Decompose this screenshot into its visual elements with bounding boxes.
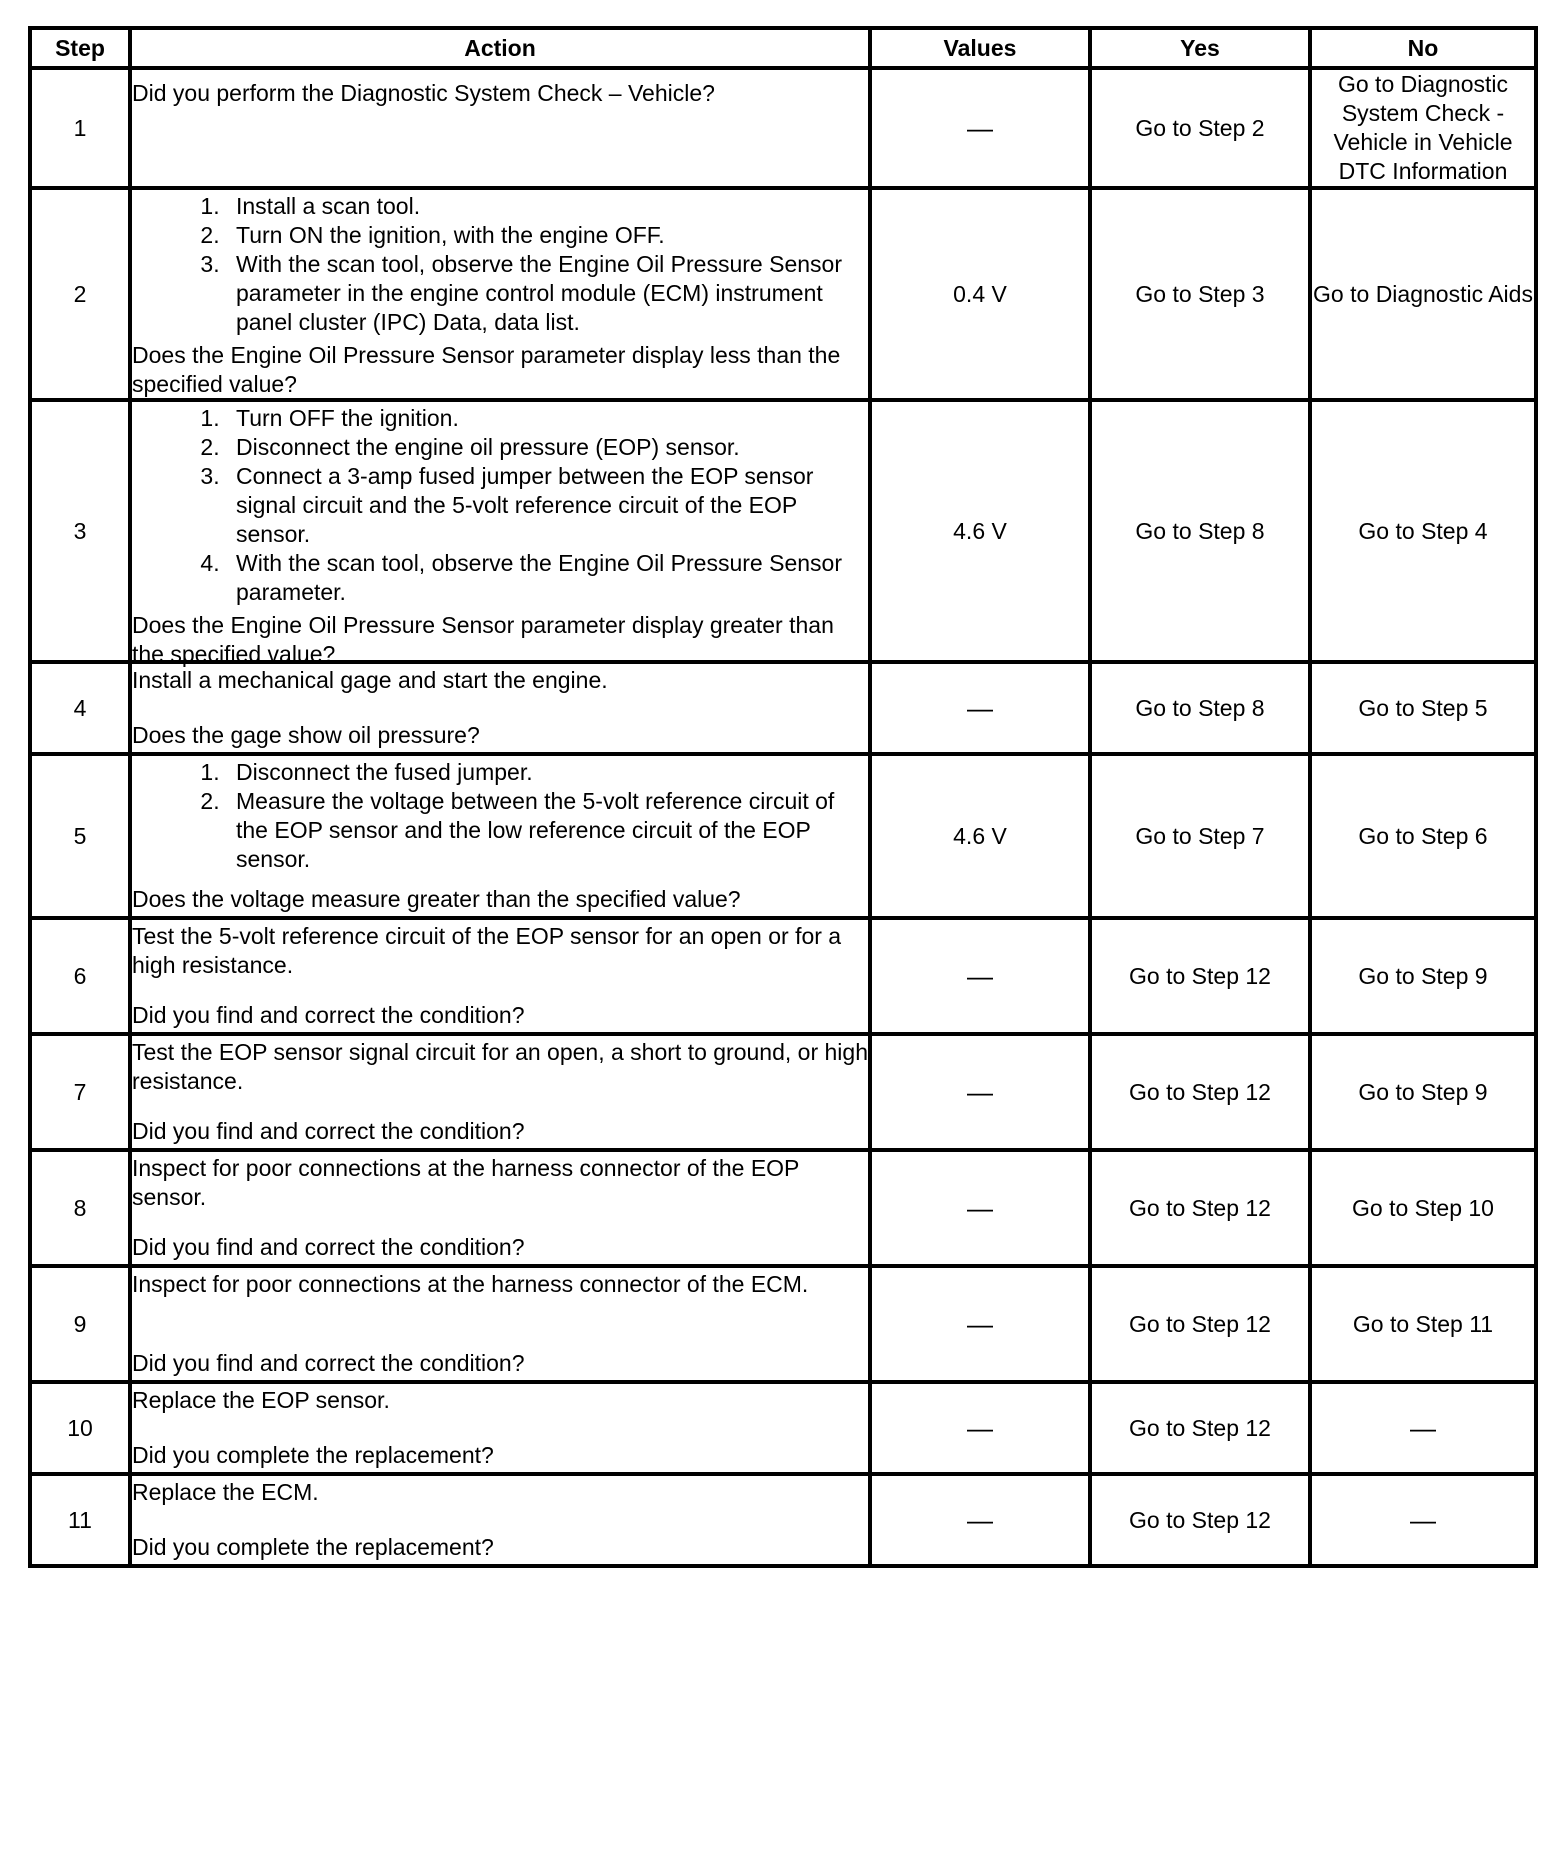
procedure-item: 3. With the scan tool, observe the Engine Oil Pressure Sensor parameter in the engine control module (ECM) instrument panel cluster (IPC) Data, data list.: [226, 250, 868, 337]
no-cell: Go to Diagnostic System Check - Vehicle in Vehicle DTC Information: [1310, 68, 1536, 188]
action-question: Did you find and correct the condition?: [132, 1002, 525, 1028]
procedure-list: [132, 758, 868, 874]
action-question: Does the gage show oil pressure?: [132, 722, 480, 748]
action-instructions: [132, 192, 868, 337]
yes-cell: Go to Step 8: [1090, 400, 1310, 662]
procedure-item: 4. With the scan tool, observe the Engine Oil Pressure Sensor parameter.: [226, 549, 868, 607]
table-row: [30, 1474, 1536, 1566]
action-intro: Replace the EOP sensor.: [132, 1387, 390, 1413]
step-number: 10: [30, 1382, 130, 1474]
yes-cell: Go to Step 2: [1090, 68, 1310, 188]
no-cell: —: [1310, 1474, 1536, 1566]
step-number: 9: [30, 1266, 130, 1382]
action-question: Did you find and correct the condition?: [132, 1234, 525, 1260]
table-row: [30, 1382, 1536, 1474]
step-number: 7: [30, 1034, 130, 1150]
table-row: [30, 68, 1536, 188]
action-cell: [130, 1266, 870, 1382]
action-cell: [130, 1474, 870, 1566]
header-no: No: [1310, 28, 1536, 68]
procedure-item: 1. Disconnect the fused jumper.: [226, 758, 868, 787]
header-action: Action: [130, 28, 870, 68]
value-cell: —: [870, 1266, 1090, 1382]
action-instructions: [132, 1478, 868, 1507]
procedure-item: 1. Turn OFF the ignition.: [226, 404, 868, 433]
diagnostic-table: [28, 26, 1538, 1568]
action-instructions: [132, 666, 868, 695]
value-cell: —: [870, 1474, 1090, 1566]
action-content: [132, 404, 868, 667]
action-cell: [130, 68, 870, 188]
no-cell: Go to Diagnostic Aids: [1310, 188, 1536, 400]
header-values: Values: [870, 28, 1090, 68]
table-row: [30, 1266, 1536, 1382]
yes-cell: Go to Step 12: [1090, 1382, 1310, 1474]
action-instructions: [132, 758, 868, 874]
action-question: Does the Engine Oil Pressure Sensor parameter display greater than the specified value?: [132, 612, 834, 667]
value-cell: —: [870, 918, 1090, 1034]
table-row: [30, 1150, 1536, 1266]
action-question: Did you find and correct the condition?: [132, 1350, 525, 1376]
no-cell: Go to Step 9: [1310, 1034, 1536, 1150]
action-instructions: [132, 922, 868, 980]
action-content: [132, 758, 868, 914]
action-question: Did you complete the replacement?: [132, 1442, 494, 1468]
yes-cell: Go to Step 12: [1090, 918, 1310, 1034]
action-cell: [130, 1382, 870, 1474]
action-instructions: [132, 1270, 868, 1299]
no-cell: Go to Step 9: [1310, 918, 1536, 1034]
action-intro: Inspect for poor connections at the harness connector of the ECM.: [132, 1271, 809, 1297]
value-cell: 0.4 V: [870, 188, 1090, 400]
table-row: [30, 662, 1536, 754]
action-content: [132, 1478, 868, 1562]
procedure-item: 2. Turn ON the ignition, with the engine OFF.: [226, 221, 868, 250]
value-cell: 4.6 V: [870, 754, 1090, 918]
action-cell: [130, 754, 870, 918]
procedure-item: 3. Connect a 3-amp fused jumper between the EOP sensor signal circuit and the 5-volt reference circuit of the EOP sensor.: [226, 462, 868, 549]
yes-cell: Go to Step 12: [1090, 1266, 1310, 1382]
table-row: [30, 400, 1536, 662]
action-instructions: [132, 1038, 868, 1096]
action-cell: [130, 1150, 870, 1266]
step-number: 2: [30, 188, 130, 400]
procedure-list: [132, 404, 868, 607]
yes-cell: Go to Step 7: [1090, 754, 1310, 918]
procedure-item: 1. Install a scan tool.: [226, 192, 868, 221]
action-cell: [130, 188, 870, 400]
procedure-item: 2. Measure the voltage between the 5-volt reference circuit of the EOP sensor and the low reference circuit of the EOP sensor.: [226, 787, 868, 874]
yes-cell: Go to Step 12: [1090, 1150, 1310, 1266]
yes-cell: Go to Step 8: [1090, 662, 1310, 754]
action-content: [132, 666, 868, 750]
step-number: 1: [30, 68, 130, 188]
action-question: Did you complete the replacement?: [132, 1534, 494, 1560]
action-content: [132, 1386, 868, 1470]
no-cell: Go to Step 5: [1310, 662, 1536, 754]
value-cell: —: [870, 1034, 1090, 1150]
no-cell: Go to Step 6: [1310, 754, 1536, 918]
action-instructions: [132, 404, 868, 607]
action-intro: Did you perform the Diagnostic System Check – Vehicle?: [132, 80, 715, 106]
action-instructions: [132, 1154, 868, 1212]
step-number: 6: [30, 918, 130, 1034]
table-row: [30, 754, 1536, 918]
table-row: [30, 1034, 1536, 1150]
action-intro: Inspect for poor connections at the harness connector of the EOP sensor.: [132, 1155, 799, 1210]
action-intro: Test the EOP sensor signal circuit for an open, a short to ground, or high resistance.: [132, 1039, 868, 1094]
action-cell: [130, 400, 870, 667]
value-cell: —: [870, 68, 1090, 188]
action-cell: [130, 918, 870, 1034]
action-question: Does the Engine Oil Pressure Sensor parameter display less than the specified value?: [132, 342, 841, 397]
no-cell: Go to Step 11: [1310, 1266, 1536, 1382]
value-cell: —: [870, 662, 1090, 754]
no-cell: —: [1310, 1382, 1536, 1474]
no-cell: Go to Step 10: [1310, 1150, 1536, 1266]
step-number: 3: [30, 400, 130, 662]
action-content: [132, 1038, 868, 1146]
header-row: [30, 28, 1536, 68]
step-number: 8: [30, 1150, 130, 1266]
procedure-list: [132, 192, 868, 337]
header-yes: Yes: [1090, 28, 1310, 68]
action-cell: [130, 1034, 870, 1150]
yes-cell: Go to Step 3: [1090, 188, 1310, 400]
action-content: [132, 192, 868, 396]
action-question: Did you find and correct the condition?: [132, 1118, 525, 1144]
value-cell: —: [870, 1150, 1090, 1266]
table-row: [30, 918, 1536, 1034]
step-number: 4: [30, 662, 130, 754]
step-number: 11: [30, 1474, 130, 1566]
yes-cell: Go to Step 12: [1090, 1034, 1310, 1150]
header-step: Step: [30, 28, 130, 68]
table-row: [30, 188, 1536, 400]
action-intro: Install a mechanical gage and start the engine.: [132, 667, 608, 693]
action-instructions: [132, 79, 868, 108]
action-content: [132, 1154, 868, 1262]
no-cell: Go to Step 4: [1310, 400, 1536, 662]
action-question: Does the voltage measure greater than the specified value?: [132, 886, 741, 912]
step-number: 5: [30, 754, 130, 918]
action-cell: [130, 662, 870, 754]
action-content: [132, 1270, 868, 1378]
action-intro: Replace the ECM.: [132, 1479, 319, 1505]
value-cell: 4.6 V: [870, 400, 1090, 662]
action-content: [132, 79, 868, 177]
value-cell: —: [870, 1382, 1090, 1474]
procedure-item: 2. Disconnect the engine oil pressure (EOP) sensor.: [226, 433, 868, 462]
yes-cell: Go to Step 12: [1090, 1474, 1310, 1566]
action-instructions: [132, 1386, 868, 1415]
action-intro: Test the 5-volt reference circuit of the EOP sensor for an open or for a high resistance.: [132, 923, 842, 978]
action-content: [132, 922, 868, 1030]
